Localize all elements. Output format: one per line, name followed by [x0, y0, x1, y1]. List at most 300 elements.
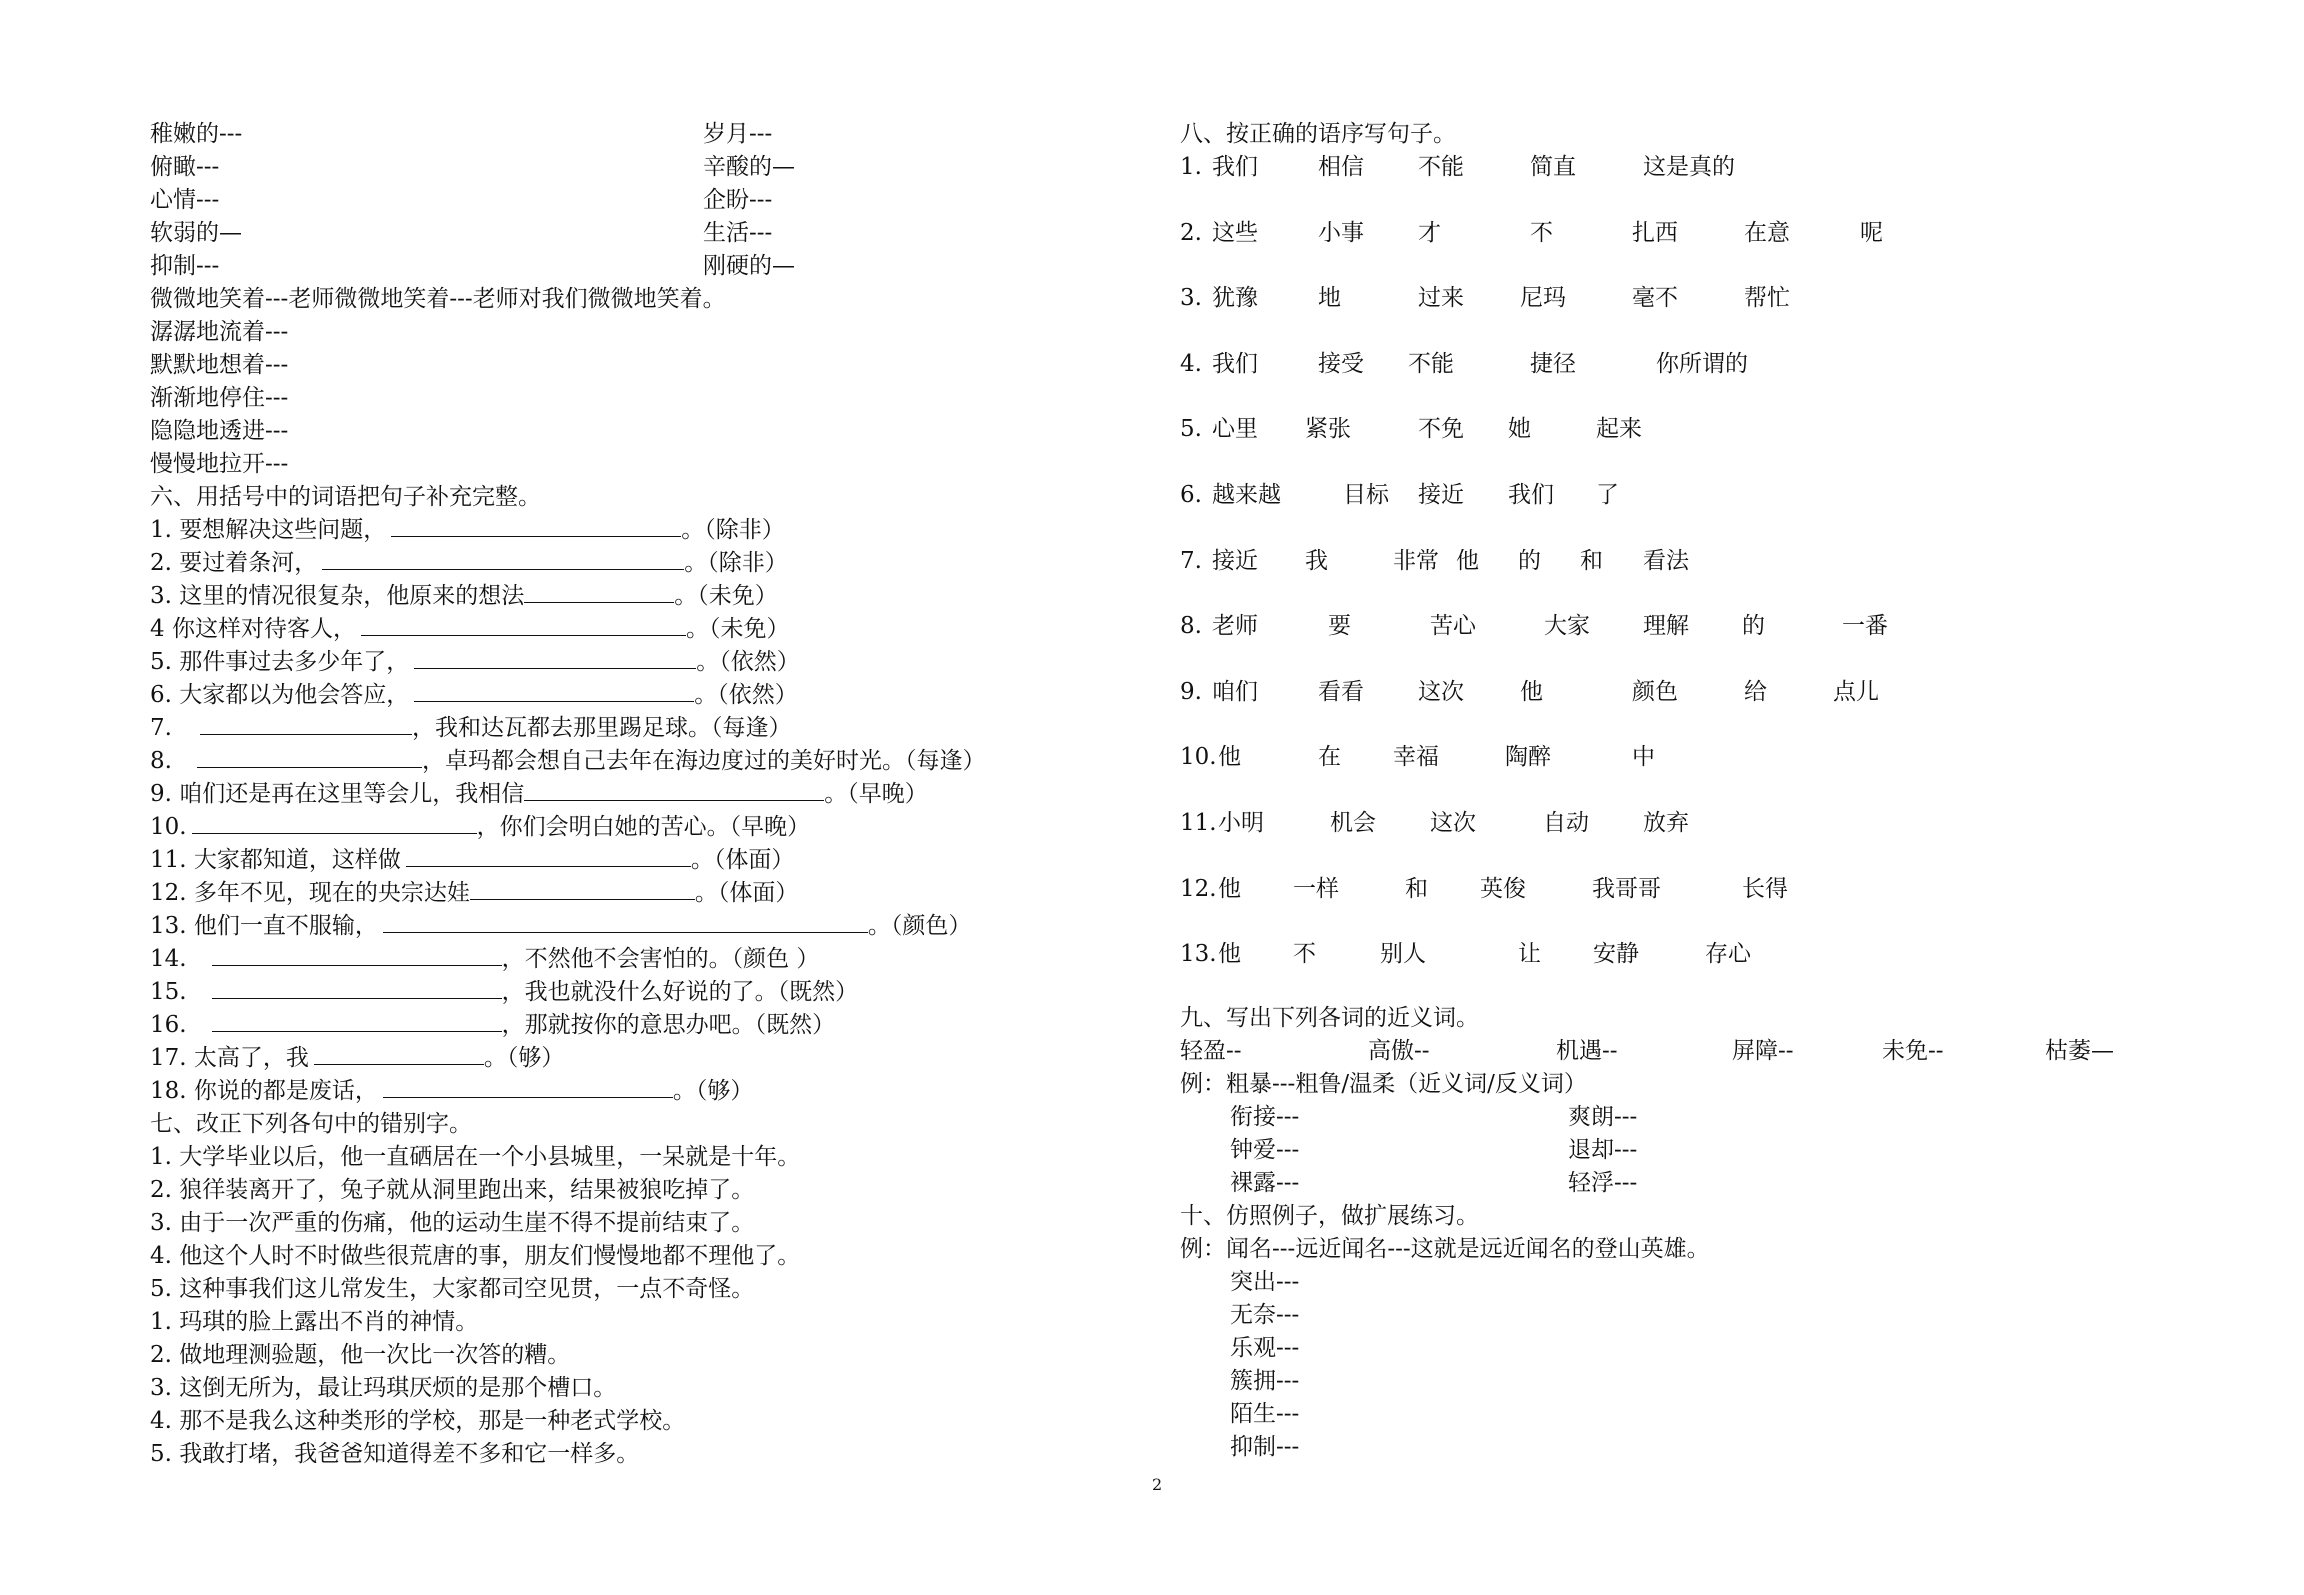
word-chip	[1842, 610, 1888, 642]
word-text: 在意	[1744, 219, 1790, 246]
correction-item	[150, 1339, 570, 1371]
item-hint: ，我和达瓦都去那里踢足球。（每逢）	[411, 715, 792, 741]
synonym-text: 钟爱---	[1230, 1137, 1300, 1163]
word-chip	[1508, 413, 1531, 445]
item-number: 10.	[1180, 744, 1217, 771]
adverb-item	[150, 316, 288, 348]
expansion-item	[1230, 1431, 1299, 1463]
word-text: 接近	[1212, 547, 1258, 574]
word-chip	[1418, 413, 1464, 445]
word-text: 地	[1318, 285, 1341, 312]
vocab-text: 岁月---	[703, 121, 773, 147]
word-chip	[1430, 610, 1476, 642]
word-chip	[1596, 479, 1619, 511]
item-hint: ，不然他不会害怕的。（颜色 ）	[501, 946, 820, 972]
word-text: 我们	[1508, 482, 1554, 508]
item-prompt: 16.	[150, 1012, 187, 1038]
word-text: 大家	[1544, 613, 1590, 640]
word-chip	[1318, 282, 1341, 314]
item-number: 9.	[1180, 678, 1202, 705]
word-text: 我	[1305, 547, 1328, 574]
synonym-item	[1368, 1035, 1430, 1067]
word-chip	[1418, 217, 1441, 249]
synonym-item	[1230, 1134, 1299, 1166]
word-chip	[1592, 873, 1661, 905]
vocab-text: 软弱的—	[150, 220, 242, 246]
fill-in-item	[150, 976, 858, 1008]
word-text: 中	[1632, 744, 1655, 771]
word-chip	[1418, 479, 1464, 511]
word-chip	[1418, 151, 1464, 183]
correction-item	[150, 1438, 639, 1470]
word-text: 捷径	[1530, 350, 1576, 377]
word-text: 越来越	[1212, 482, 1281, 508]
word-text: 的	[1742, 613, 1765, 640]
fill-in-item	[150, 646, 800, 678]
word-text: 帮忙	[1744, 285, 1790, 312]
vocab-text: 心情---	[150, 187, 220, 213]
fill-in-item	[150, 811, 810, 843]
synonym-item	[1732, 1035, 1794, 1067]
item-prompt: 1. 要想解决这些问题，	[150, 517, 387, 543]
adverb-item	[150, 382, 288, 414]
synonym-text: 衔接---	[1230, 1104, 1300, 1130]
item-prompt: 12. 多年不见，现在的央宗达娃	[150, 880, 470, 906]
word-text: 我哥哥	[1592, 875, 1661, 902]
correction-item	[150, 1141, 800, 1173]
item-prompt: 18. 你说的都是废话，	[150, 1078, 378, 1104]
adverb-text: 隐隐地透进---	[150, 418, 289, 444]
word-chip	[1705, 938, 1751, 970]
answer-blank[interactable]	[383, 910, 868, 933]
item-hint: 。（依然）	[696, 649, 800, 675]
synonym-text: 爽朗---	[1568, 1104, 1638, 1130]
synonym-item	[2045, 1035, 2114, 1067]
correction-item	[150, 1405, 685, 1437]
word-text: 才	[1418, 219, 1441, 246]
word-text: 机会	[1330, 810, 1376, 836]
word-text: 了	[1596, 482, 1619, 508]
synonym-item	[1230, 1167, 1299, 1199]
word-chip	[1643, 807, 1689, 839]
answer-blank[interactable]	[192, 811, 477, 834]
correction-item	[150, 1372, 616, 1404]
word-text: 一番	[1842, 613, 1888, 640]
word-text: 存心	[1705, 941, 1751, 968]
correction-text: 2. 做地理测验题，他一次比一次答的糟。	[150, 1342, 571, 1368]
synonym-item	[1180, 1035, 1242, 1067]
adverb-text: 默默地想着---	[150, 352, 289, 378]
word-chip	[1456, 545, 1479, 577]
expansion-text: 乐观---	[1230, 1335, 1300, 1361]
correction-text: 1. 玛琪的脸上露出不肖的神情。	[150, 1309, 479, 1335]
word-chip	[1544, 610, 1590, 642]
item-prompt: 11. 大家都知道，这样做	[150, 847, 401, 873]
item-hint: ，你们会明白她的苦心。（早晚）	[476, 814, 811, 840]
adverb-item	[150, 349, 288, 381]
item-prompt: 17. 太高了，我	[150, 1045, 309, 1071]
item-prompt: 14.	[150, 946, 187, 972]
word-chip	[1328, 610, 1351, 642]
word-chip	[1742, 610, 1765, 642]
expansion-text: 陌生---	[1230, 1401, 1300, 1427]
fill-in-item	[150, 1075, 753, 1107]
answer-blank[interactable]	[406, 844, 691, 867]
item-hint: ，卓玛都会想自己去年在海边度过的美好时光。（每逢）	[421, 748, 986, 774]
word-text: 我们	[1212, 350, 1258, 377]
word-text: 咱们	[1212, 678, 1258, 705]
correction-text: 5. 这种事我们这儿常发生，大家都司空见贯，一点不奇怪。	[150, 1276, 755, 1302]
word-text: 起来	[1596, 416, 1642, 443]
expansion-item	[1230, 1266, 1299, 1298]
word-text: 幸福	[1393, 744, 1439, 771]
word-chip	[1505, 741, 1551, 773]
fill-in-item	[150, 877, 798, 909]
word-chip	[1418, 676, 1464, 708]
item-hint: 。（体面）	[690, 847, 795, 873]
fill-in-item	[150, 679, 798, 711]
word-chip	[1860, 217, 1883, 249]
vocab-text: 企盼---	[703, 187, 773, 213]
expansion-item	[1230, 1398, 1299, 1430]
word-chip	[1632, 282, 1678, 314]
word-chip	[1643, 610, 1689, 642]
word-chip	[1480, 873, 1526, 905]
word-chip	[1580, 545, 1603, 577]
expansion-item	[1230, 1299, 1299, 1331]
item-hint: 。（未免）	[685, 616, 790, 642]
word-chip	[1212, 479, 1281, 511]
adverb-text: 慢慢地拉开---	[150, 451, 289, 477]
word-chip	[1518, 938, 1541, 970]
item-number: 5.	[1180, 416, 1202, 443]
item-prompt: 9. 咱们还是再在这里等会儿，我相信	[150, 781, 525, 807]
fill-in-item	[150, 1009, 835, 1041]
item-hint: 。（体面）	[694, 880, 799, 906]
word-text: 简直	[1530, 154, 1576, 180]
word-chip	[1418, 282, 1464, 314]
answer-blank[interactable]	[391, 514, 681, 537]
item-hint: 。（除非）	[681, 517, 785, 543]
item-number: 3.	[1180, 285, 1202, 312]
word-text: 紧张	[1305, 416, 1351, 443]
fill-in-item	[150, 943, 819, 975]
section-title-text: 七、改正下列各句中的错别字。	[150, 1111, 472, 1137]
item-prompt: 4 你这样对待客人，	[150, 616, 356, 642]
answer-blank[interactable]	[212, 1009, 502, 1032]
word-text: 点儿	[1833, 678, 1879, 705]
vocab-text: 刚硬的—	[703, 253, 795, 279]
word-chip	[1212, 217, 1258, 249]
reorder-number	[1180, 282, 1202, 314]
expansion-text: 突出---	[1230, 1269, 1300, 1295]
word-text: 不	[1530, 219, 1553, 246]
word-chip	[1632, 676, 1678, 708]
word-chip	[1408, 348, 1454, 380]
word-chip	[1643, 545, 1689, 577]
expansion-text: 无奈---	[1230, 1302, 1300, 1328]
correction-text: 5. 我敢打堵，我爸爸知道得差不多和它一样多。	[150, 1441, 640, 1467]
synonym-item	[1568, 1134, 1637, 1166]
word-text: 毫不	[1632, 285, 1678, 312]
answer-blank[interactable]	[200, 712, 412, 735]
word-chip	[1742, 873, 1788, 905]
correction-item	[150, 1306, 478, 1338]
fill-in-item	[150, 712, 791, 744]
word-text: 陶醉	[1505, 744, 1551, 771]
word-chip	[1212, 348, 1258, 380]
word-text: 看法	[1643, 547, 1689, 574]
item-number: 6.	[1180, 482, 1202, 508]
vocab-text: 辛酸的—	[703, 154, 795, 180]
word-text: 非常	[1393, 547, 1439, 574]
word-chip	[1833, 676, 1879, 708]
answer-blank[interactable]	[414, 646, 696, 669]
section-title-text: 八、按正确的语序写句子。	[1180, 121, 1456, 147]
word-chip	[1520, 676, 1543, 708]
item-hint: 。（除非）	[684, 550, 788, 576]
section-7-title	[150, 1108, 472, 1140]
word-text: 接受	[1318, 350, 1364, 377]
synonym-text: 轻盈--	[1180, 1038, 1242, 1064]
synonym-item	[1568, 1101, 1637, 1133]
answer-blank[interactable]	[524, 580, 674, 603]
correction-item	[150, 1240, 800, 1272]
word-chip	[1305, 545, 1328, 577]
synonym-text: 未免--	[1882, 1038, 1944, 1064]
word-chip	[1318, 217, 1364, 249]
item-prompt: 8.	[150, 748, 172, 774]
word-chip	[1744, 217, 1790, 249]
word-text: 他	[1456, 547, 1479, 574]
word-text: 不	[1293, 941, 1316, 968]
item-prompt: 15.	[150, 979, 187, 1005]
vocab-text: 抑制---	[150, 253, 220, 279]
fill-in-item	[150, 778, 928, 810]
vocab-item	[703, 217, 772, 249]
word-chip	[1318, 676, 1364, 708]
word-chip	[1318, 151, 1364, 183]
reorder-number	[1180, 741, 1217, 773]
expansion-text: 抑制---	[1230, 1434, 1300, 1460]
word-chip	[1405, 873, 1428, 905]
expansion-text: 簇拥---	[1230, 1368, 1300, 1394]
word-chip	[1218, 741, 1241, 773]
synonym-text: 屏障--	[1732, 1038, 1794, 1064]
word-text: 相信	[1318, 154, 1364, 180]
synonym-text: 轻浮---	[1568, 1170, 1638, 1196]
answer-blank[interactable]	[322, 547, 684, 570]
word-text: 放弃	[1643, 810, 1689, 836]
word-text: 长得	[1742, 875, 1788, 902]
reorder-number	[1180, 348, 1202, 380]
section-9-example	[1180, 1068, 1587, 1100]
correction-item	[150, 1273, 754, 1305]
vocab-item	[703, 151, 795, 183]
reorder-number	[1180, 610, 1202, 642]
word-text: 小明	[1218, 810, 1264, 836]
word-text: 颜色	[1632, 678, 1678, 705]
answer-blank[interactable]	[197, 745, 422, 768]
correction-text: 2. 狼徉装离开了，兔子就从洞里跑出来，结果被狼吃掉了。	[150, 1177, 755, 1203]
fill-in-item	[150, 1042, 564, 1074]
item-hint: 。（够）	[483, 1045, 565, 1071]
answer-blank[interactable]	[414, 679, 694, 702]
word-text: 英俊	[1480, 875, 1526, 902]
word-text: 尼玛	[1520, 285, 1566, 312]
item-prompt: 7.	[150, 715, 172, 741]
word-chip	[1643, 151, 1735, 183]
word-chip	[1656, 348, 1748, 380]
expansion-item	[1230, 1365, 1299, 1397]
word-chip	[1293, 938, 1316, 970]
word-chip	[1508, 479, 1554, 511]
word-chip	[1530, 151, 1576, 183]
reorder-number	[1180, 151, 1202, 183]
vocab-item	[150, 184, 219, 216]
reorder-number	[1180, 807, 1217, 839]
answer-blank[interactable]	[470, 877, 695, 900]
word-chip	[1318, 741, 1341, 773]
correction-text: 3. 这倒无所为，最让玛琪厌烦的是那个槽口。	[150, 1375, 617, 1401]
word-text: 他	[1218, 744, 1241, 771]
answer-blank[interactable]	[383, 1075, 673, 1098]
section-10-title	[1180, 1200, 1479, 1232]
item-hint: ，我也就没什么好说的了。（既然）	[501, 979, 859, 1005]
section-10-example	[1180, 1233, 1710, 1265]
word-chip	[1744, 282, 1790, 314]
adverb-text: 渐渐地停住---	[150, 385, 289, 411]
answer-blank[interactable]	[212, 943, 502, 966]
section-9-title	[1180, 1002, 1479, 1034]
item-hint: 。（未免）	[674, 583, 778, 609]
fill-in-item	[150, 514, 785, 546]
synonym-item	[1882, 1035, 1944, 1067]
reorder-number	[1180, 217, 1202, 249]
item-number: 4.	[1180, 350, 1202, 377]
synonym-text: 高傲--	[1368, 1038, 1430, 1064]
example-text: 例：闻名---远近闻名---这就是远近闻名的登山英雄。	[1180, 1236, 1710, 1262]
word-text: 和	[1580, 547, 1603, 574]
word-chip	[1543, 807, 1589, 839]
word-chip	[1380, 938, 1426, 970]
word-text: 老师	[1212, 613, 1258, 640]
adverb-text: 潺潺地流着---	[150, 319, 289, 345]
word-chip	[1596, 413, 1642, 445]
word-chip	[1212, 151, 1258, 183]
word-chip	[1593, 938, 1639, 970]
word-chip	[1632, 741, 1655, 773]
word-chip	[1343, 479, 1389, 511]
word-chip	[1520, 282, 1566, 314]
word-text: 目标	[1343, 482, 1389, 508]
expansion-item	[1230, 1332, 1299, 1364]
word-text: 不免	[1418, 416, 1464, 443]
word-text: 在	[1318, 744, 1341, 771]
fill-in-item	[150, 580, 778, 612]
synonym-text: 枯萎—	[2045, 1038, 2114, 1064]
item-prompt: 13. 他们一直不服输，	[150, 913, 378, 939]
word-text: 犹豫	[1212, 285, 1258, 312]
item-number: 13.	[1180, 941, 1217, 968]
vocab-item	[150, 217, 242, 249]
answer-blank[interactable]	[361, 613, 686, 636]
word-text: 小事	[1318, 219, 1364, 246]
reorder-number	[1180, 873, 1217, 905]
item-number: 2.	[1180, 219, 1202, 246]
reorder-number	[1180, 545, 1202, 577]
item-number: 7.	[1180, 547, 1202, 574]
word-text: 心里	[1212, 416, 1258, 443]
adverb-item	[150, 448, 288, 480]
word-text: 这次	[1430, 810, 1476, 836]
word-text: 过来	[1418, 285, 1464, 312]
adverb-item	[150, 415, 288, 447]
synonym-text: 裸露---	[1230, 1170, 1300, 1196]
correction-item	[150, 1174, 754, 1206]
synonym-item	[1568, 1167, 1637, 1199]
correction-text: 4. 他这个人时不时做些很荒唐的事，朋友们慢慢地都不理他了。	[150, 1243, 801, 1269]
correction-text: 1. 大学毕业以后，他一直硒居在一个小县城里，一呆就是十年。	[150, 1144, 801, 1170]
item-hint: 。（够）	[672, 1078, 754, 1104]
word-chip	[1293, 873, 1339, 905]
vocab-item	[703, 184, 772, 216]
correction-text: 3. 由于一次严重的伤痛，他的运动生崖不得不提前结束了。	[150, 1210, 755, 1236]
word-text: 不能	[1418, 154, 1464, 180]
word-chip	[1305, 413, 1351, 445]
word-text: 扎西	[1632, 219, 1678, 246]
word-text: 苦心	[1430, 613, 1476, 640]
correction-item	[150, 1207, 754, 1239]
section-title-text: 十、仿照例子，做扩展练习。	[1180, 1203, 1479, 1229]
answer-blank[interactable]	[314, 1042, 484, 1065]
answer-blank[interactable]	[524, 778, 824, 801]
reorder-number	[1180, 479, 1202, 511]
word-text: 她	[1508, 416, 1531, 443]
example-text: 例：粗暴---粗鲁/温柔（近义词/反义词）	[1180, 1071, 1587, 1097]
section-8-title	[1180, 118, 1456, 150]
item-hint: 。（早晚）	[824, 781, 928, 807]
word-text: 让	[1518, 941, 1541, 968]
page-number: 2	[1152, 1475, 1163, 1494]
word-text: 他	[1520, 678, 1543, 705]
item-hint: 。（依然）	[694, 682, 798, 708]
word-chip	[1744, 676, 1767, 708]
reorder-number	[1180, 413, 1202, 445]
vocab-item	[150, 151, 219, 183]
word-chip	[1212, 676, 1258, 708]
word-chip	[1530, 348, 1576, 380]
fill-in-item	[150, 745, 985, 777]
answer-blank[interactable]	[212, 976, 502, 999]
adverb-example	[150, 283, 726, 315]
word-text: 你所谓的	[1656, 350, 1748, 377]
item-hint: ，那就按你的意思办吧。（既然）	[501, 1012, 836, 1038]
word-chip	[1218, 873, 1241, 905]
fill-in-item	[150, 910, 971, 942]
word-chip	[1218, 938, 1241, 970]
item-number: 12.	[1180, 875, 1217, 902]
word-text: 这些	[1212, 219, 1258, 246]
word-text: 别人	[1380, 941, 1426, 968]
vocab-text: 稚嫩的---	[150, 121, 243, 147]
word-chip	[1212, 610, 1258, 642]
word-text: 和	[1405, 875, 1428, 902]
item-prompt: 5. 那件事过去多少年了，	[150, 649, 410, 675]
word-chip	[1393, 741, 1439, 773]
word-text: 接近	[1418, 482, 1464, 508]
word-chip	[1430, 807, 1476, 839]
